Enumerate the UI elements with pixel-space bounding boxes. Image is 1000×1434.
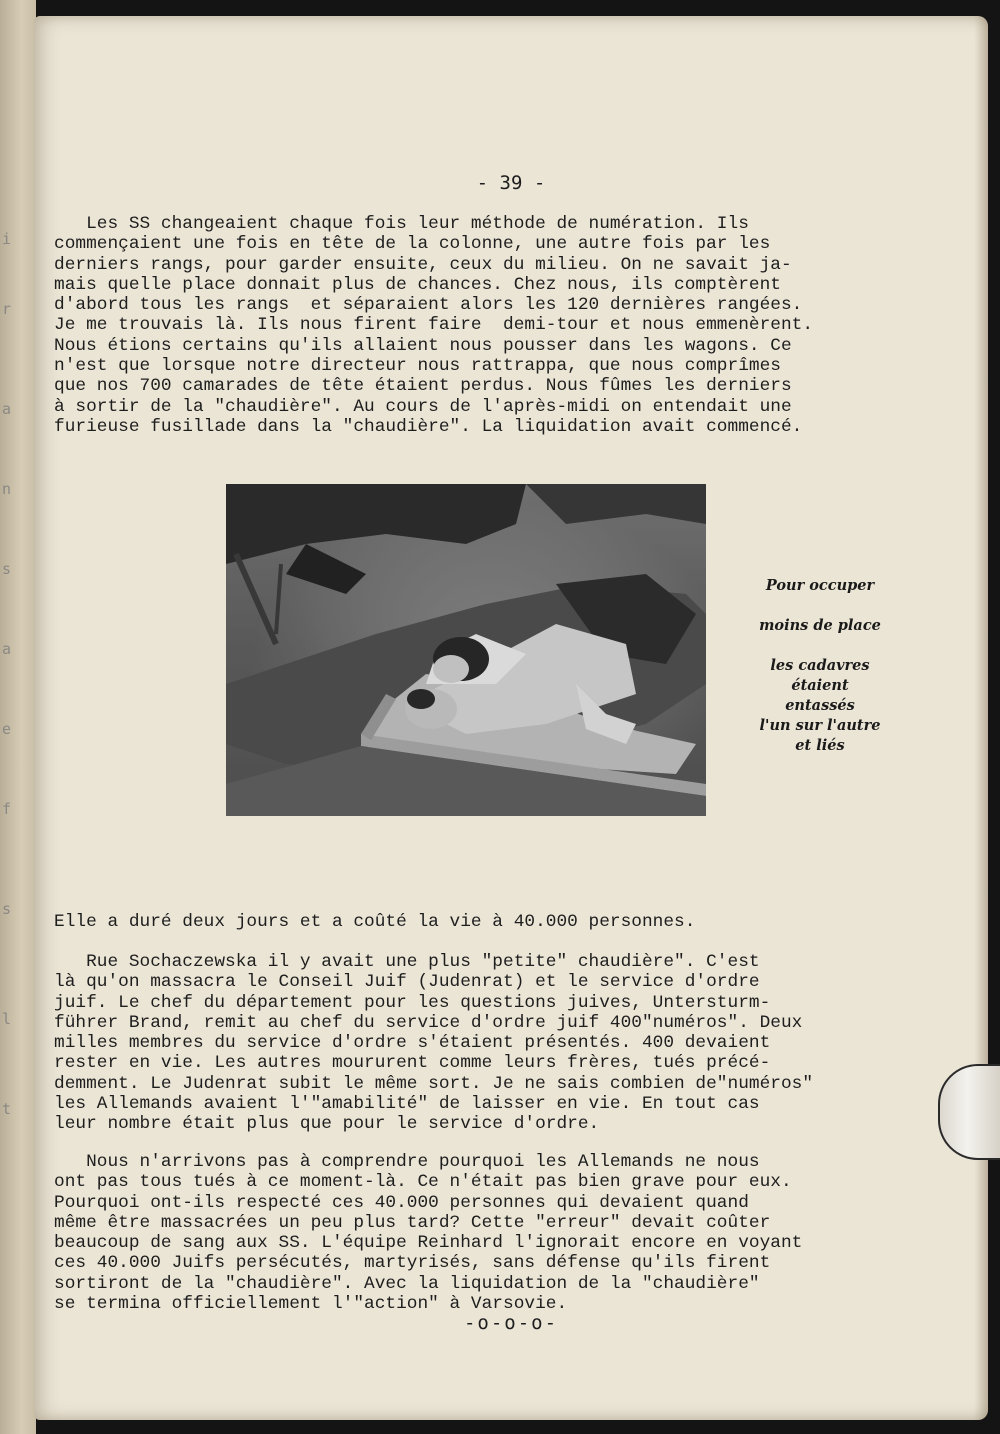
text-line: milles membres du service d'ordre s'étaient présentés. 400 devaient (54, 1033, 771, 1054)
text-line: mais quelle place donnait plus de chances. Chez nous, ils comptèrent (54, 274, 781, 295)
photograph-icon (226, 484, 706, 816)
caption-line: les cadavres (770, 657, 870, 674)
text-line: Nous n'arrivons pas à comprendre pourquoi les Allemands ne nous (54, 1152, 760, 1172)
text-line: à sortir de la "chaudière". Au cours de l'après-midi on entendait une (54, 396, 792, 417)
caption-line: Pour occuper (765, 577, 875, 594)
previous-page-edge: i r a n s a e f s l t (0, 0, 36, 1434)
text-line: Nous étions certains qu'ils allaient nous pousser dans les wagons. Ce (54, 335, 792, 356)
page-number: - 39 - (476, 172, 546, 194)
text-line: ont pas tous tués à ce moment-là. Ce n'était pas bien grave pour eux. (54, 1172, 792, 1193)
caption-line: l'un sur l'autre (759, 717, 881, 734)
text-line: que nos 700 camarades de tête étaient perdus. Nous fûmes les derniers (54, 376, 792, 397)
text-line: les Allemands avaient l'"amabilité" de laisser en vie. En tout cas (54, 1094, 760, 1115)
paragraph-3 (54, 952, 964, 1135)
caption-line: moins de place (759, 617, 881, 634)
text-line: n'est que lorsque notre directeur nous rattrappa, que nous comprîmes (54, 356, 781, 377)
paragraph-4 (54, 1152, 964, 1314)
paragraph-1 (54, 214, 964, 437)
text-line: commençaient une fois en tête de la colonne, une autre fois par les (54, 234, 771, 255)
text-line: se termina officiellement l'"action" à Varsovie. (54, 1294, 568, 1315)
page-edge-shadow (974, 16, 988, 1420)
section-separator: -o-o-o- (463, 1312, 559, 1334)
text-line: Rue Sochaczewska il y avait une plus "petite" chaudière". C'est (54, 952, 760, 972)
caption-line: entassés (785, 697, 855, 714)
text-line: demment. Le Judenrat subit le même sort. Je ne sais combien de"numéros" (54, 1073, 814, 1094)
photo-caption (740, 576, 900, 756)
text-line: là qu'on massacra le Conseil Juif (Judenrat) et le service d'ordre (54, 972, 760, 993)
text-line: ces 40.000 Juifs persécutés, martyrisés, sans défense qu'ils firent (54, 1253, 771, 1274)
text-line: leur nombre était plus que pour le service d'ordre. (54, 1114, 600, 1135)
text-line: Elle a duré deux jours et a coûté la vie à 40.000 personnes. (54, 912, 696, 932)
text-line: führer Brand, remit au chef du service d'ordre juif 400"numéros". Deux (54, 1012, 803, 1033)
caption-line: et liés (795, 737, 845, 754)
text-line: Pourquoi ont-ils respecté ces 40.000 personnes qui devaient quand (54, 1192, 749, 1213)
binder-clip (938, 1064, 1000, 1160)
text-line: sortiront de la "chaudière". Avec la liquidation de la "chaudière" (54, 1273, 760, 1294)
text-line: furieuse fusillade dans la "chaudière". La liquidation avait commencé. (54, 416, 803, 437)
caption-line: étaient (791, 677, 849, 694)
text-line: rester en vie. Les autres moururent comme leurs frères, tués précé- (54, 1053, 771, 1074)
text-line: d'abord tous les rangs et séparaient alors les 120 dernières rangées. (54, 295, 803, 316)
text-line: juif. Le chef du département pour les questions juives, Untersturm- (54, 992, 771, 1013)
text-line: même être massacrées un peu plus tard? Cette "erreur" devait coûter (54, 1212, 771, 1233)
text-line: beaucoup de sang aux SS. L'équipe Reinhard l'ignorait encore en voyant (54, 1233, 803, 1254)
photograph (226, 484, 706, 816)
text-line: derniers rangs, pour garder ensuite, ceux du milieu. On ne savait ja- (54, 254, 792, 275)
paragraph-2 (54, 912, 964, 932)
text-line: Les SS changeaient chaque fois leur méthode de numération. Ils (54, 214, 749, 234)
document-page (34, 16, 988, 1420)
text-line: Je me trouvais là. Ils nous firent faire demi-tour et nous emmenèrent. (54, 315, 814, 336)
